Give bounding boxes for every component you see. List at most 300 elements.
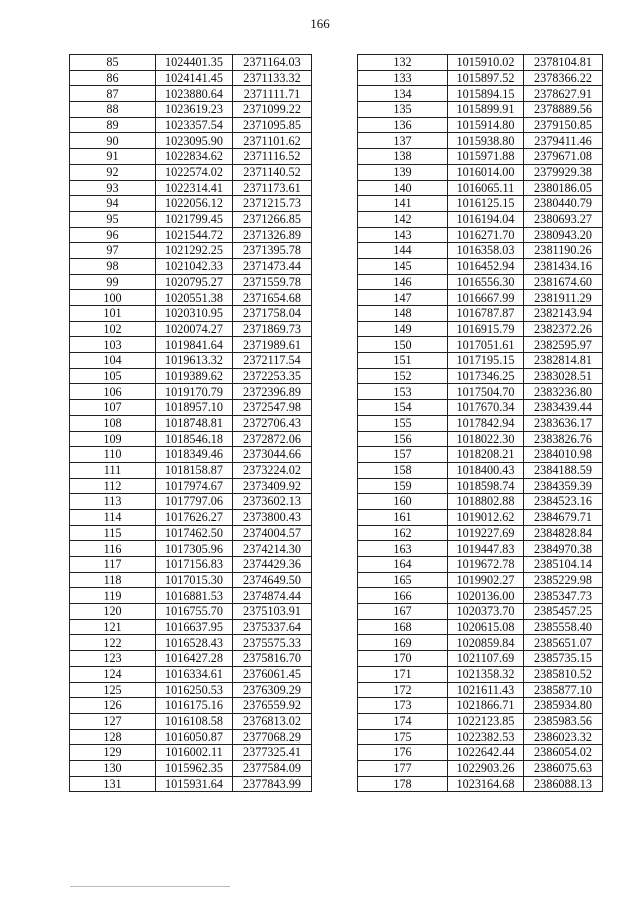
x-coordinate-cell: 1017346.25 <box>448 368 524 384</box>
point-number-cell: 100 <box>70 290 156 306</box>
x-coordinate-cell: 1016427.28 <box>156 651 233 667</box>
point-number-cell: 173 <box>358 698 448 714</box>
point-number-cell: 126 <box>70 698 156 714</box>
x-coordinate-cell: 1017626.27 <box>156 509 233 525</box>
point-number-cell: 86 <box>70 70 156 86</box>
x-coordinate-cell: 1016002.11 <box>156 745 233 761</box>
table-row <box>70 337 312 353</box>
x-coordinate-cell: 1021544.72 <box>156 227 233 243</box>
table-row <box>358 384 603 400</box>
table-row <box>70 196 312 212</box>
point-number-cell: 137 <box>358 133 448 149</box>
y-coordinate-cell: 2371326.89 <box>233 227 312 243</box>
footer-rule <box>70 886 230 887</box>
x-coordinate-cell: 1019012.62 <box>448 509 524 525</box>
point-number-cell: 121 <box>70 619 156 635</box>
table-row <box>358 306 603 322</box>
y-coordinate-cell: 2375103.91 <box>233 604 312 620</box>
table-row <box>70 290 312 306</box>
y-coordinate-cell: 2383636.17 <box>524 415 603 431</box>
x-coordinate-cell: 1016358.03 <box>448 243 524 259</box>
x-coordinate-cell: 1016667.99 <box>448 290 524 306</box>
point-number-cell: 134 <box>358 86 448 102</box>
table-row <box>358 682 603 698</box>
point-number-cell: 133 <box>358 70 448 86</box>
x-coordinate-cell: 1017195.15 <box>448 353 524 369</box>
table-row <box>358 651 603 667</box>
y-coordinate-cell: 2382372.26 <box>524 321 603 337</box>
point-number-cell: 105 <box>70 368 156 384</box>
table-row <box>358 729 603 745</box>
point-number-cell: 116 <box>70 541 156 557</box>
y-coordinate-cell: 2373409.92 <box>233 478 312 494</box>
point-number-cell: 149 <box>358 321 448 337</box>
y-coordinate-cell: 2371111.71 <box>233 86 312 102</box>
table-row <box>358 557 603 573</box>
y-coordinate-cell: 2375337.64 <box>233 619 312 635</box>
point-number-cell: 145 <box>358 258 448 274</box>
y-coordinate-cell: 2384523.16 <box>524 494 603 510</box>
y-coordinate-cell: 2374429.36 <box>233 557 312 573</box>
table-row <box>358 776 603 792</box>
y-coordinate-cell: 2378104.81 <box>524 55 603 71</box>
y-coordinate-cell: 2384679.71 <box>524 509 603 525</box>
y-coordinate-cell: 2371473.44 <box>233 258 312 274</box>
x-coordinate-cell: 1022314.41 <box>156 180 233 196</box>
y-coordinate-cell: 2371654.68 <box>233 290 312 306</box>
y-coordinate-cell: 2384970.38 <box>524 541 603 557</box>
y-coordinate-cell: 2385934.80 <box>524 698 603 714</box>
point-number-cell: 129 <box>70 745 156 761</box>
y-coordinate-cell: 2377584.09 <box>233 760 312 776</box>
x-coordinate-cell: 1018598.74 <box>448 478 524 494</box>
point-number-cell: 96 <box>70 227 156 243</box>
y-coordinate-cell: 2381190.26 <box>524 243 603 259</box>
table-row <box>358 604 603 620</box>
x-coordinate-cell: 1024141.45 <box>156 70 233 86</box>
y-coordinate-cell: 2386075.63 <box>524 760 603 776</box>
y-coordinate-cell: 2376813.02 <box>233 713 312 729</box>
table-row <box>358 619 603 635</box>
y-coordinate-cell: 2371215.73 <box>233 196 312 212</box>
point-number-cell: 172 <box>358 682 448 698</box>
x-coordinate-cell: 1015938.80 <box>448 133 524 149</box>
table-row <box>358 462 603 478</box>
x-coordinate-cell: 1020373.70 <box>448 604 524 620</box>
y-coordinate-cell: 2386088.13 <box>524 776 603 792</box>
point-number-cell: 148 <box>358 306 448 322</box>
x-coordinate-cell: 1022903.26 <box>448 760 524 776</box>
x-coordinate-cell: 1023880.64 <box>156 86 233 102</box>
point-number-cell: 89 <box>70 117 156 133</box>
x-coordinate-cell: 1022834.62 <box>156 149 233 165</box>
y-coordinate-cell: 2382814.81 <box>524 353 603 369</box>
x-coordinate-cell: 1018748.81 <box>156 415 233 431</box>
point-number-cell: 92 <box>70 164 156 180</box>
table-row <box>70 258 312 274</box>
x-coordinate-cell: 1017305.96 <box>156 541 233 557</box>
x-coordinate-cell: 1023357.54 <box>156 117 233 133</box>
y-coordinate-cell: 2374649.50 <box>233 572 312 588</box>
table-row <box>70 211 312 227</box>
y-coordinate-cell: 2381674.60 <box>524 274 603 290</box>
table-row <box>358 243 603 259</box>
y-coordinate-cell: 2371989.61 <box>233 337 312 353</box>
point-number-cell: 114 <box>70 509 156 525</box>
point-number-cell: 167 <box>358 604 448 620</box>
x-coordinate-cell: 1020310.95 <box>156 306 233 322</box>
point-number-cell: 131 <box>70 776 156 792</box>
table-row <box>358 321 603 337</box>
x-coordinate-cell: 1016250.53 <box>156 682 233 698</box>
table-row <box>358 274 603 290</box>
point-number-cell: 113 <box>70 494 156 510</box>
table-row <box>358 713 603 729</box>
point-number-cell: 108 <box>70 415 156 431</box>
x-coordinate-cell: 1019227.69 <box>448 525 524 541</box>
x-coordinate-cell: 1016050.87 <box>156 729 233 745</box>
point-number-cell: 142 <box>358 211 448 227</box>
x-coordinate-cell: 1017504.70 <box>448 384 524 400</box>
point-number-cell: 95 <box>70 211 156 227</box>
y-coordinate-cell: 2385104.14 <box>524 557 603 573</box>
table-row <box>70 431 312 447</box>
table-row <box>358 164 603 180</box>
y-coordinate-cell: 2371099.22 <box>233 102 312 118</box>
x-coordinate-cell: 1017974.67 <box>156 478 233 494</box>
y-coordinate-cell: 2385651.07 <box>524 635 603 651</box>
point-number-cell: 109 <box>70 431 156 447</box>
point-number-cell: 94 <box>70 196 156 212</box>
table-row <box>70 541 312 557</box>
point-number-cell: 159 <box>358 478 448 494</box>
x-coordinate-cell: 1022056.12 <box>156 196 233 212</box>
point-number-cell: 153 <box>358 384 448 400</box>
point-number-cell: 164 <box>358 557 448 573</box>
y-coordinate-cell: 2385558.40 <box>524 619 603 635</box>
y-coordinate-cell: 2371116.52 <box>233 149 312 165</box>
table-row <box>70 509 312 525</box>
y-coordinate-cell: 2386054.02 <box>524 745 603 761</box>
y-coordinate-cell: 2376559.92 <box>233 698 312 714</box>
y-coordinate-cell: 2374004.57 <box>233 525 312 541</box>
table-row <box>358 227 603 243</box>
table-row <box>70 86 312 102</box>
point-number-cell: 146 <box>358 274 448 290</box>
y-coordinate-cell: 2380440.79 <box>524 196 603 212</box>
y-coordinate-cell: 2372547.98 <box>233 400 312 416</box>
point-number-cell: 166 <box>358 588 448 604</box>
x-coordinate-cell: 1017051.61 <box>448 337 524 353</box>
y-coordinate-cell: 2371758.04 <box>233 306 312 322</box>
point-number-cell: 177 <box>358 760 448 776</box>
point-number-cell: 160 <box>358 494 448 510</box>
y-coordinate-cell: 2376309.29 <box>233 682 312 698</box>
point-number-cell: 103 <box>70 337 156 353</box>
x-coordinate-cell: 1019389.62 <box>156 368 233 384</box>
point-number-cell: 178 <box>358 776 448 792</box>
y-coordinate-cell: 2383826.76 <box>524 431 603 447</box>
point-number-cell: 111 <box>70 462 156 478</box>
table-row <box>70 415 312 431</box>
table-row <box>358 698 603 714</box>
point-number-cell: 99 <box>70 274 156 290</box>
table-row <box>70 682 312 698</box>
point-number-cell: 162 <box>358 525 448 541</box>
x-coordinate-cell: 1016271.70 <box>448 227 524 243</box>
x-coordinate-cell: 1019613.32 <box>156 353 233 369</box>
x-coordinate-cell: 1017462.50 <box>156 525 233 541</box>
point-number-cell: 140 <box>358 180 448 196</box>
x-coordinate-cell: 1015899.91 <box>448 102 524 118</box>
point-number-cell: 174 <box>358 713 448 729</box>
x-coordinate-cell: 1020074.27 <box>156 321 233 337</box>
table-row <box>358 117 603 133</box>
x-coordinate-cell: 1022382.53 <box>448 729 524 745</box>
y-coordinate-cell: 2383236.80 <box>524 384 603 400</box>
y-coordinate-cell: 2382595.97 <box>524 337 603 353</box>
table-row <box>358 196 603 212</box>
point-number-cell: 155 <box>358 415 448 431</box>
y-coordinate-cell: 2385735.15 <box>524 651 603 667</box>
point-number-cell: 158 <box>358 462 448 478</box>
point-number-cell: 112 <box>70 478 156 494</box>
x-coordinate-cell: 1016755.70 <box>156 604 233 620</box>
y-coordinate-cell: 2385229.98 <box>524 572 603 588</box>
point-number-cell: 90 <box>70 133 156 149</box>
y-coordinate-cell: 2379411.46 <box>524 133 603 149</box>
point-number-cell: 176 <box>358 745 448 761</box>
table-row <box>70 180 312 196</box>
x-coordinate-cell: 1016787.87 <box>448 306 524 322</box>
table-row <box>358 745 603 761</box>
x-coordinate-cell: 1015910.02 <box>448 55 524 71</box>
y-coordinate-cell: 2385457.25 <box>524 604 603 620</box>
point-number-cell: 150 <box>358 337 448 353</box>
table-row <box>358 478 603 494</box>
x-coordinate-cell: 1024401.35 <box>156 55 233 71</box>
table-row <box>70 478 312 494</box>
y-coordinate-cell: 2384010.98 <box>524 447 603 463</box>
table-row <box>358 180 603 196</box>
x-coordinate-cell: 1017797.06 <box>156 494 233 510</box>
table-row <box>70 400 312 416</box>
point-number-cell: 130 <box>70 760 156 776</box>
point-number-cell: 139 <box>358 164 448 180</box>
x-coordinate-cell: 1016194.04 <box>448 211 524 227</box>
x-coordinate-cell: 1021358.32 <box>448 666 524 682</box>
y-coordinate-cell: 2371395.78 <box>233 243 312 259</box>
x-coordinate-cell: 1016334.61 <box>156 666 233 682</box>
y-coordinate-cell: 2384828.84 <box>524 525 603 541</box>
point-number-cell: 161 <box>358 509 448 525</box>
coordinates-table-right <box>357 54 603 792</box>
y-coordinate-cell: 2372396.89 <box>233 384 312 400</box>
point-number-cell: 88 <box>70 102 156 118</box>
y-coordinate-cell: 2375575.33 <box>233 635 312 651</box>
point-number-cell: 101 <box>70 306 156 322</box>
table-row <box>358 525 603 541</box>
y-coordinate-cell: 2371133.32 <box>233 70 312 86</box>
x-coordinate-cell: 1015894.15 <box>448 86 524 102</box>
x-coordinate-cell: 1020551.38 <box>156 290 233 306</box>
x-coordinate-cell: 1019672.78 <box>448 557 524 573</box>
x-coordinate-cell: 1020795.27 <box>156 274 233 290</box>
table-row <box>70 149 312 165</box>
table-row <box>70 651 312 667</box>
table-row <box>70 164 312 180</box>
point-number-cell: 168 <box>358 619 448 635</box>
y-coordinate-cell: 2373044.66 <box>233 447 312 463</box>
table-row <box>358 149 603 165</box>
x-coordinate-cell: 1022642.44 <box>448 745 524 761</box>
point-number-cell: 156 <box>358 431 448 447</box>
table-row <box>70 447 312 463</box>
y-coordinate-cell: 2380693.27 <box>524 211 603 227</box>
table-row <box>358 290 603 306</box>
table-row <box>70 384 312 400</box>
x-coordinate-cell: 1016452.94 <box>448 258 524 274</box>
point-number-cell: 128 <box>70 729 156 745</box>
table-row <box>70 462 312 478</box>
point-number-cell: 117 <box>70 557 156 573</box>
point-number-cell: 98 <box>70 258 156 274</box>
point-number-cell: 165 <box>358 572 448 588</box>
x-coordinate-cell: 1016175.16 <box>156 698 233 714</box>
y-coordinate-cell: 2378889.56 <box>524 102 603 118</box>
point-number-cell: 87 <box>70 86 156 102</box>
y-coordinate-cell: 2384188.59 <box>524 462 603 478</box>
y-coordinate-cell: 2379671.08 <box>524 149 603 165</box>
point-number-cell: 120 <box>70 604 156 620</box>
point-number-cell: 169 <box>358 635 448 651</box>
point-number-cell: 171 <box>358 666 448 682</box>
table-row <box>358 635 603 651</box>
y-coordinate-cell: 2381434.16 <box>524 258 603 274</box>
table-row <box>70 102 312 118</box>
point-number-cell: 175 <box>358 729 448 745</box>
point-number-cell: 107 <box>70 400 156 416</box>
x-coordinate-cell: 1018546.18 <box>156 431 233 447</box>
table-row <box>70 70 312 86</box>
table-row <box>70 745 312 761</box>
x-coordinate-cell: 1015914.80 <box>448 117 524 133</box>
y-coordinate-cell: 2385810.52 <box>524 666 603 682</box>
table-row <box>358 588 603 604</box>
table-row <box>70 494 312 510</box>
x-coordinate-cell: 1021042.33 <box>156 258 233 274</box>
point-number-cell: 136 <box>358 117 448 133</box>
x-coordinate-cell: 1021292.25 <box>156 243 233 259</box>
table-row <box>70 306 312 322</box>
y-coordinate-cell: 2374214.30 <box>233 541 312 557</box>
table-row <box>358 400 603 416</box>
x-coordinate-cell: 1018208.21 <box>448 447 524 463</box>
x-coordinate-cell: 1018400.43 <box>448 462 524 478</box>
y-coordinate-cell: 2374874.44 <box>233 588 312 604</box>
table-row <box>70 572 312 588</box>
point-number-cell: 85 <box>70 55 156 71</box>
table-row <box>70 760 312 776</box>
x-coordinate-cell: 1017670.34 <box>448 400 524 416</box>
x-coordinate-cell: 1017842.94 <box>448 415 524 431</box>
point-number-cell: 118 <box>70 572 156 588</box>
y-coordinate-cell: 2380943.20 <box>524 227 603 243</box>
x-coordinate-cell: 1015971.88 <box>448 149 524 165</box>
point-number-cell: 119 <box>70 588 156 604</box>
x-coordinate-cell: 1019447.83 <box>448 541 524 557</box>
y-coordinate-cell: 2373224.02 <box>233 462 312 478</box>
x-coordinate-cell: 1023164.68 <box>448 776 524 792</box>
x-coordinate-cell: 1016065.11 <box>448 180 524 196</box>
x-coordinate-cell: 1016556.30 <box>448 274 524 290</box>
y-coordinate-cell: 2385347.73 <box>524 588 603 604</box>
y-coordinate-cell: 2383439.44 <box>524 400 603 416</box>
table-row <box>70 698 312 714</box>
table-row <box>70 133 312 149</box>
point-number-cell: 141 <box>358 196 448 212</box>
y-coordinate-cell: 2375816.70 <box>233 651 312 667</box>
table-row <box>70 619 312 635</box>
table-row <box>70 321 312 337</box>
y-coordinate-cell: 2372706.43 <box>233 415 312 431</box>
point-number-cell: 135 <box>358 102 448 118</box>
y-coordinate-cell: 2373800.43 <box>233 509 312 525</box>
x-coordinate-cell: 1015931.64 <box>156 776 233 792</box>
y-coordinate-cell: 2385877.10 <box>524 682 603 698</box>
y-coordinate-cell: 2371164.03 <box>233 55 312 71</box>
table-row <box>358 353 603 369</box>
table-row <box>358 133 603 149</box>
x-coordinate-cell: 1022123.85 <box>448 713 524 729</box>
table-row <box>358 447 603 463</box>
x-coordinate-cell: 1016014.00 <box>448 164 524 180</box>
y-coordinate-cell: 2373602.13 <box>233 494 312 510</box>
y-coordinate-cell: 2372872.06 <box>233 431 312 447</box>
y-coordinate-cell: 2385983.56 <box>524 713 603 729</box>
x-coordinate-cell: 1016915.79 <box>448 321 524 337</box>
x-coordinate-cell: 1022574.02 <box>156 164 233 180</box>
x-coordinate-cell: 1016125.15 <box>448 196 524 212</box>
x-coordinate-cell: 1018349.46 <box>156 447 233 463</box>
table-row <box>70 635 312 651</box>
table-row <box>358 70 603 86</box>
x-coordinate-cell: 1023619.23 <box>156 102 233 118</box>
x-coordinate-cell: 1018158.87 <box>156 462 233 478</box>
point-number-cell: 97 <box>70 243 156 259</box>
point-number-cell: 106 <box>70 384 156 400</box>
y-coordinate-cell: 2386023.32 <box>524 729 603 745</box>
table-row <box>358 368 603 384</box>
y-coordinate-cell: 2371095.85 <box>233 117 312 133</box>
x-coordinate-cell: 1021866.71 <box>448 698 524 714</box>
table-row <box>70 368 312 384</box>
table-row <box>358 211 603 227</box>
point-number-cell: 132 <box>358 55 448 71</box>
y-coordinate-cell: 2384359.39 <box>524 478 603 494</box>
table-row <box>358 541 603 557</box>
point-number-cell: 93 <box>70 180 156 196</box>
coordinates-table-left <box>69 54 312 792</box>
x-coordinate-cell: 1021611.43 <box>448 682 524 698</box>
table-row <box>70 588 312 604</box>
point-number-cell: 104 <box>70 353 156 369</box>
point-number-cell: 144 <box>358 243 448 259</box>
point-number-cell: 147 <box>358 290 448 306</box>
y-coordinate-cell: 2378627.91 <box>524 86 603 102</box>
x-coordinate-cell: 1016637.95 <box>156 619 233 635</box>
point-number-cell: 122 <box>70 635 156 651</box>
